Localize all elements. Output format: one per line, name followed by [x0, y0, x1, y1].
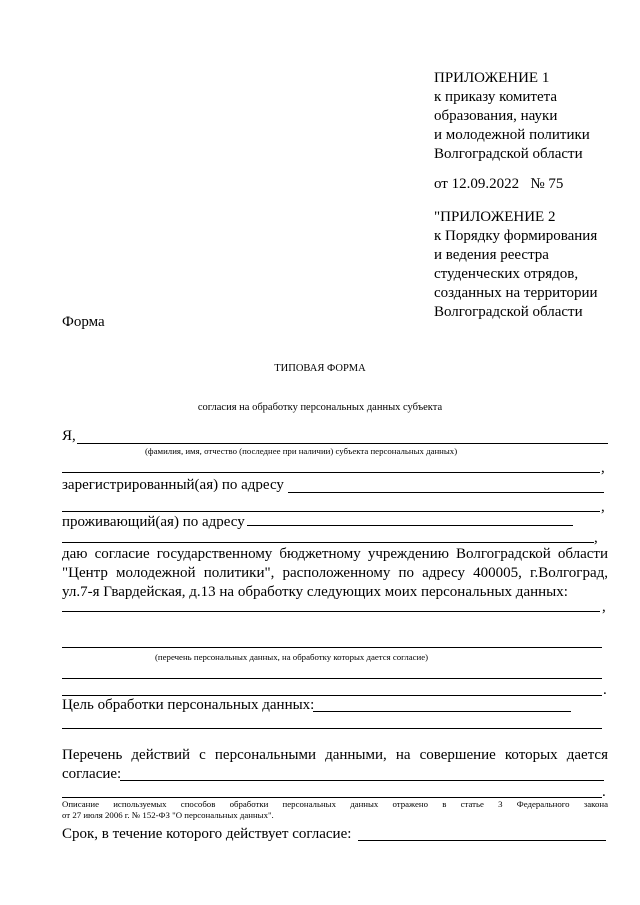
period: . [602, 784, 606, 800]
form-label: Форма [62, 314, 105, 330]
full-name-hint: (фамилия, имя, отчество (последнее при наличии) субъекта персональных данных) [145, 446, 458, 456]
actions-field[interactable] [120, 780, 604, 781]
actions-continuation-field[interactable] [62, 797, 602, 798]
appendix-2-line-4: созданных на территории [434, 285, 598, 301]
registered-label: зарегистрированный(ая) по адресу [62, 477, 284, 493]
appendix-1-line-1: к приказу комитета [434, 89, 558, 105]
comma: , [601, 460, 605, 476]
appendix-2-line-5: Волгоградской области [434, 304, 583, 320]
i-label: Я, [62, 428, 76, 444]
appendix-1-line-3: и молодежной политики [434, 127, 590, 143]
full-name-field[interactable] [77, 443, 608, 444]
actions-text-line-1: Перечень действий с персональными данными, на совершение которых дается [62, 747, 608, 763]
appendix-1-line-4: Волгоградской области [434, 146, 583, 162]
appendix-2-line-2: и ведения реестра [434, 247, 549, 263]
living-label: проживающий(ая) по адресу [62, 514, 245, 530]
appendix-2-title: "ПРИЛОЖЕНИЕ 2 [434, 209, 556, 225]
purpose-field[interactable] [313, 711, 571, 712]
personal-data-list-field[interactable] [62, 611, 600, 612]
description-line-1: Описание используемых способов обработки персональных данных отражено в статье 3 Федерального закона [62, 799, 608, 809]
form-subtitle: согласия на обработку персональных данных субъекта [197, 402, 443, 413]
living-address-field[interactable] [247, 525, 573, 526]
personal-data-list-line-3-field[interactable] [62, 678, 602, 679]
actions-label: согласие: [62, 766, 122, 782]
purpose-label: Цель обработки персональных данных: [62, 697, 315, 713]
living-address-continuation-field[interactable] [62, 542, 594, 543]
appendix-1-line-2: образования, науки [434, 108, 558, 124]
period: . [603, 682, 607, 698]
form-title: ТИПОВАЯ ФОРМА [274, 363, 366, 374]
appendix-1-header [434, 69, 590, 164]
registered-address-field[interactable] [288, 492, 604, 493]
appendix-2-line-1: к Порядку формирования [434, 228, 598, 244]
appendix-2-header [434, 208, 598, 322]
consent-text-line-3: ул.7-я Гвардейская, д.13 на обработку следующих моих персональных данных: [62, 584, 568, 600]
description-line-2: от 27 июля 2006 г. № 152-ФЗ "О персональных данных". [62, 810, 274, 820]
purpose-continuation-field[interactable] [62, 728, 602, 729]
appendix-2-line-3: студенческих отрядов, [434, 266, 579, 282]
comma: , [602, 599, 606, 615]
term-field[interactable] [358, 840, 606, 841]
personal-data-list-continuation-field[interactable] [62, 647, 602, 648]
registered-address-continuation-field[interactable] [62, 511, 600, 512]
personal-data-list-hint: (перечень персональных данных, на обработку которых дается согласие) [155, 652, 429, 662]
full-name-continuation-field[interactable] [62, 472, 600, 473]
term-label: Срок, в течение которого действует согласие: [62, 826, 352, 842]
consent-text-line-2: "Центр молодежной политики", расположенному по адресу 400005, г.Волгоград, [62, 565, 608, 581]
consent-text-line-1: даю согласие государственному бюджетному учреждению Волгоградской области [62, 546, 608, 562]
appendix-1-title: ПРИЛОЖЕНИЕ 1 [434, 70, 550, 86]
order-date-number: от 12.09.2022 № 75 [434, 176, 564, 192]
comma: , [601, 499, 605, 515]
comma: , [594, 530, 598, 546]
